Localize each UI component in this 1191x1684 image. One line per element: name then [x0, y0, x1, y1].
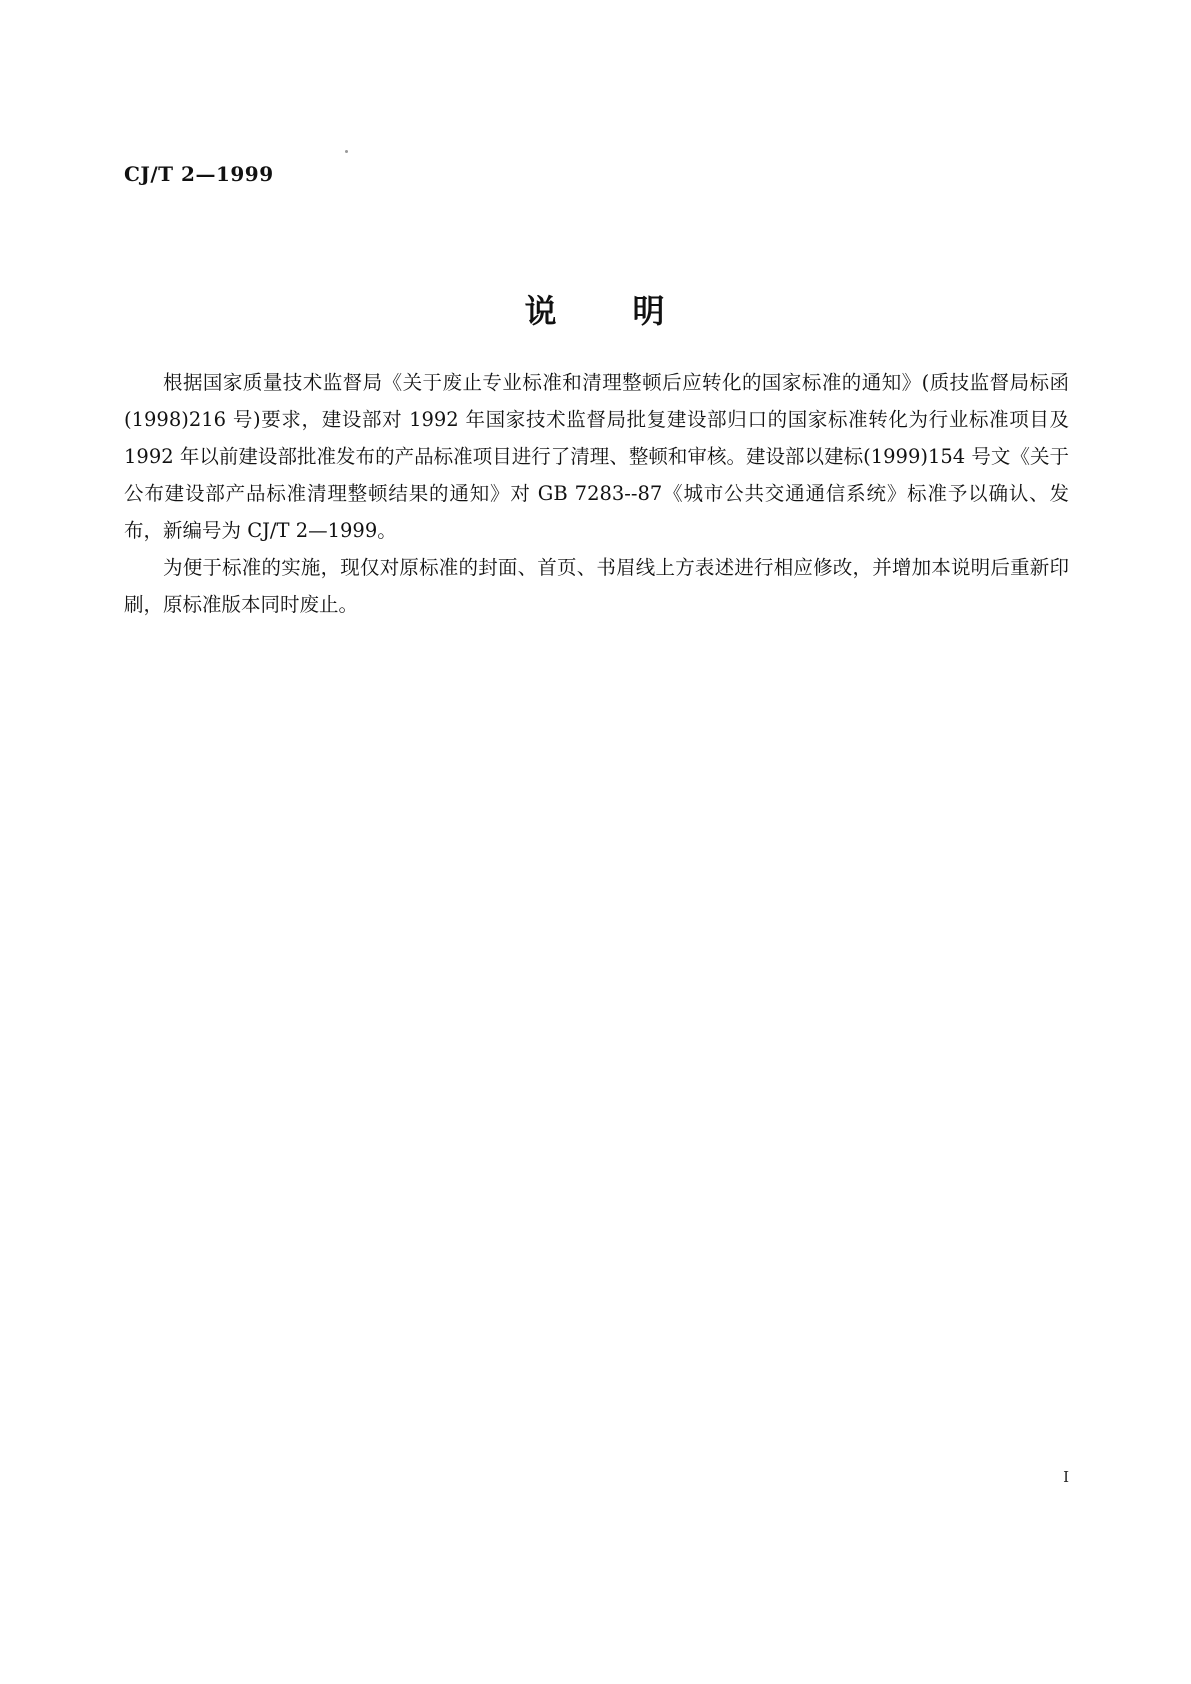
- body-text: [124, 364, 1069, 623]
- page-number: I: [1063, 1468, 1069, 1486]
- page-title-char-1: 说: [524, 292, 559, 330]
- page-title-char-2: 明: [632, 292, 667, 330]
- standard-number: CJ/T 2—1999: [124, 162, 274, 186]
- page-speck: [345, 150, 348, 153]
- paragraph: 为便于标准的实施，现仅对原标准的封面、首页、书眉线上方表述进行相应修改，并增加本说明后重新印刷，原标准版本同时废止。: [124, 556, 1069, 616]
- page-title: [0, 286, 1191, 332]
- paragraph: 根据国家质量技术监督局《关于废止专业标准和清理整顿后应转化的国家标准的通知》(质技监督局标函(1998)216 号)要求，建设部对 1992 年国家技术监督局批复建设部归口的国家标准转化为行业标准项目及 1992 年以前建设部批准发布的产品标准项目进行了清理、整顿和审核。建设部以建标(1999)154 号文《关于公布建设部产品标准清理整顿结果的通知》对 GB 7283--87《城市公共交通通信系统》标准予以确认、发布，新编号为 CJ/T 2—1999。: [124, 371, 1069, 542]
